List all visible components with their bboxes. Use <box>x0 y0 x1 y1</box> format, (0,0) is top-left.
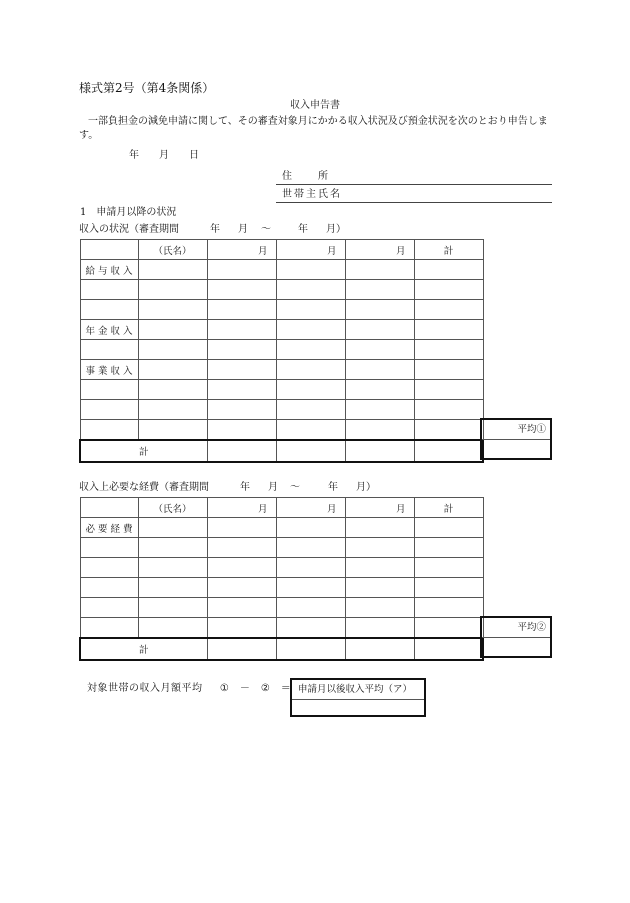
householder-name-label: 世帯主氏名 <box>282 189 342 200</box>
expenses-header-cell: 計 <box>414 498 483 518</box>
expenses-caption: 収入上必要な経費（審査期間 <box>79 482 209 493</box>
expenses-input-cell[interactable] <box>414 618 483 639</box>
income-input-cell[interactable] <box>345 260 414 280</box>
income-period-year2: 年 <box>298 224 308 235</box>
income-input-cell[interactable] <box>138 340 207 360</box>
expenses-total-cell[interactable] <box>345 638 414 660</box>
income-row <box>80 400 483 420</box>
result-value-cell[interactable] <box>292 700 424 717</box>
expenses-input-cell[interactable] <box>276 538 345 558</box>
expenses-row-label <box>80 618 138 639</box>
document-title: 収入申告書 <box>290 100 340 111</box>
income-input-cell[interactable] <box>276 420 345 441</box>
income-input-cell[interactable] <box>345 280 414 300</box>
expenses-input-cell[interactable] <box>276 518 345 538</box>
expenses-input-cell[interactable] <box>138 598 207 618</box>
expenses-input-cell[interactable] <box>414 538 483 558</box>
income-input-cell[interactable] <box>276 320 345 340</box>
income-input-cell[interactable] <box>414 380 483 400</box>
expenses-row-label: 必要経費 <box>80 518 138 538</box>
income-input-cell[interactable] <box>138 280 207 300</box>
income-row <box>80 280 483 300</box>
date-day-label: 日 <box>189 150 199 161</box>
expenses-total-cell[interactable] <box>414 638 483 660</box>
expenses-period-year2: 年 <box>328 482 338 493</box>
income-row-label <box>80 400 138 420</box>
expenses-input-cell[interactable] <box>138 558 207 578</box>
expenses-input-cell[interactable] <box>414 518 483 538</box>
expenses-input-cell[interactable] <box>138 518 207 538</box>
expenses-header-cell: 月 <box>207 498 276 518</box>
income-input-cell[interactable] <box>138 300 207 320</box>
income-input-cell[interactable] <box>207 340 276 360</box>
income-row-label: 事業収入 <box>80 360 138 380</box>
income-header-row <box>80 240 483 260</box>
expenses-input-cell[interactable] <box>345 518 414 538</box>
expenses-input-cell[interactable] <box>207 618 276 639</box>
income-input-cell[interactable] <box>207 280 276 300</box>
income-average-value-cell[interactable] <box>482 440 550 459</box>
intro-text-line1: 一部負担金の減免申請に関して、その審査対象月にかかる収入状況及び預金状況を次のとおり申告しま <box>88 116 548 127</box>
expenses-total-cell[interactable] <box>207 638 276 660</box>
expenses-header-cell <box>80 498 138 518</box>
income-header-cell: 計 <box>414 240 483 260</box>
form-number: 様式第2号（第4条関係） <box>79 81 215 95</box>
address-label: 住 所 <box>282 171 330 182</box>
income-total-cell[interactable] <box>345 440 414 462</box>
expenses-row <box>80 558 483 578</box>
income-input-cell[interactable] <box>207 360 276 380</box>
income-input-cell[interactable] <box>207 400 276 420</box>
formula-expression: ① － ② ＝ <box>219 683 292 694</box>
income-table-body <box>80 240 483 463</box>
income-input-cell[interactable] <box>414 280 483 300</box>
income-input-cell[interactable] <box>207 320 276 340</box>
expenses-row-label <box>80 578 138 598</box>
expenses-input-cell[interactable] <box>207 538 276 558</box>
income-header-cell: 月 <box>276 240 345 260</box>
expenses-average-box <box>480 616 552 658</box>
expenses-row <box>80 598 483 618</box>
income-total-label: 計 <box>80 440 207 462</box>
income-input-cell[interactable] <box>414 320 483 340</box>
expenses-row <box>80 578 483 598</box>
income-row-label <box>80 300 138 320</box>
income-row <box>80 420 483 441</box>
expenses-row-label <box>80 598 138 618</box>
income-average-label: 平均① <box>482 420 550 440</box>
expenses-input-cell[interactable] <box>414 558 483 578</box>
expenses-input-cell[interactable] <box>345 538 414 558</box>
income-input-cell[interactable] <box>276 300 345 320</box>
income-row <box>80 380 483 400</box>
income-input-cell[interactable] <box>345 300 414 320</box>
income-period-year1: 年 <box>210 224 220 235</box>
income-input-cell[interactable] <box>207 420 276 441</box>
income-caption: 収入の状況（審査期間 <box>79 224 179 235</box>
expenses-input-cell[interactable] <box>138 618 207 639</box>
expenses-input-cell[interactable] <box>207 518 276 538</box>
section1-heading: 1 申請月以降の状況 <box>80 207 177 218</box>
expenses-row-label <box>80 538 138 558</box>
income-header-cell: （氏名） <box>138 240 207 260</box>
intro-text-line2: す。 <box>79 130 99 141</box>
expenses-period-year1: 年 <box>240 482 250 493</box>
householder-name-field[interactable] <box>276 186 552 203</box>
expenses-period-month1: 月 <box>268 482 278 493</box>
expenses-input-cell[interactable] <box>345 598 414 618</box>
expenses-header-cell: 月 <box>276 498 345 518</box>
income-row <box>80 360 483 380</box>
income-average-box <box>480 418 552 460</box>
income-header-cell: 月 <box>345 240 414 260</box>
expenses-total-label: 計 <box>80 638 207 660</box>
income-input-cell[interactable] <box>414 360 483 380</box>
expenses-input-cell[interactable] <box>207 598 276 618</box>
income-input-cell[interactable] <box>414 420 483 441</box>
income-input-cell[interactable] <box>414 260 483 280</box>
income-input-cell[interactable] <box>138 360 207 380</box>
income-input-cell[interactable] <box>276 260 345 280</box>
expenses-input-cell[interactable] <box>345 618 414 639</box>
income-input-cell[interactable] <box>207 260 276 280</box>
income-input-cell[interactable] <box>276 360 345 380</box>
income-input-cell[interactable] <box>138 420 207 441</box>
income-input-cell[interactable] <box>345 420 414 441</box>
expenses-period-month2: 月） <box>356 482 376 493</box>
income-input-cell[interactable] <box>345 380 414 400</box>
expenses-input-cell[interactable] <box>414 578 483 598</box>
result-box <box>290 678 426 717</box>
address-field[interactable] <box>276 168 552 185</box>
income-row-label <box>80 340 138 360</box>
expenses-total-row <box>80 638 483 660</box>
expenses-input-cell[interactable] <box>414 598 483 618</box>
income-input-cell[interactable] <box>138 320 207 340</box>
expenses-input-cell[interactable] <box>138 538 207 558</box>
income-total-cell[interactable] <box>207 440 276 462</box>
income-total-row <box>80 440 483 462</box>
expenses-input-cell[interactable] <box>345 558 414 578</box>
expenses-row-label <box>80 558 138 578</box>
expenses-input-cell[interactable] <box>345 578 414 598</box>
income-header-cell <box>80 240 138 260</box>
income-row <box>80 300 483 320</box>
income-total-cell[interactable] <box>414 440 483 462</box>
income-input-cell[interactable] <box>276 340 345 360</box>
formula-label: 対象世帯の収入月額平均 <box>87 683 203 694</box>
income-row <box>80 320 483 340</box>
income-input-cell[interactable] <box>345 400 414 420</box>
expenses-input-cell[interactable] <box>207 558 276 578</box>
income-input-cell[interactable] <box>276 280 345 300</box>
expenses-input-cell[interactable] <box>276 558 345 578</box>
income-input-cell[interactable] <box>414 300 483 320</box>
income-period-month1: 月 <box>238 224 248 235</box>
expenses-row <box>80 538 483 558</box>
expenses-period-tilde: 〜 <box>290 482 300 493</box>
income-input-cell[interactable] <box>207 380 276 400</box>
date-year-label: 年 <box>129 150 139 161</box>
income-input-cell[interactable] <box>414 340 483 360</box>
income-row-label <box>80 280 138 300</box>
income-input-cell[interactable] <box>276 400 345 420</box>
expenses-input-cell[interactable] <box>276 578 345 598</box>
income-input-cell[interactable] <box>207 300 276 320</box>
income-row <box>80 340 483 360</box>
expenses-total-cell[interactable] <box>276 638 345 660</box>
result-label: 申請月以後収入平均（ア） <box>292 680 424 700</box>
income-input-cell[interactable] <box>345 360 414 380</box>
expenses-input-cell[interactable] <box>138 578 207 598</box>
income-header-cell: 月 <box>207 240 276 260</box>
expenses-header-cell: （氏名） <box>138 498 207 518</box>
expenses-input-cell[interactable] <box>207 578 276 598</box>
income-input-cell[interactable] <box>276 380 345 400</box>
income-row-label <box>80 420 138 441</box>
income-row-label: 年金収入 <box>80 320 138 340</box>
expenses-row <box>80 518 483 538</box>
income-row-label: 給与収入 <box>80 260 138 280</box>
income-input-cell[interactable] <box>345 320 414 340</box>
expenses-table-body <box>80 498 483 661</box>
income-input-cell[interactable] <box>345 340 414 360</box>
expenses-input-cell[interactable] <box>276 618 345 639</box>
expenses-header-cell: 月 <box>345 498 414 518</box>
expenses-table <box>79 497 484 661</box>
formula-text <box>87 684 291 694</box>
expenses-row <box>80 618 483 639</box>
expenses-input-cell[interactable] <box>276 598 345 618</box>
expenses-average-label: 平均② <box>482 618 550 638</box>
income-period-tilde: 〜 <box>261 224 271 235</box>
income-input-cell[interactable] <box>138 380 207 400</box>
income-input-cell[interactable] <box>414 400 483 420</box>
income-row-label <box>80 380 138 400</box>
income-input-cell[interactable] <box>138 400 207 420</box>
income-total-cell[interactable] <box>276 440 345 462</box>
income-period-month2: 月） <box>326 224 346 235</box>
expenses-average-value-cell[interactable] <box>482 638 550 657</box>
income-input-cell[interactable] <box>138 260 207 280</box>
expenses-header-row <box>80 498 483 518</box>
date-month-label: 月 <box>159 150 169 161</box>
income-row <box>80 260 483 280</box>
income-table <box>79 239 484 463</box>
